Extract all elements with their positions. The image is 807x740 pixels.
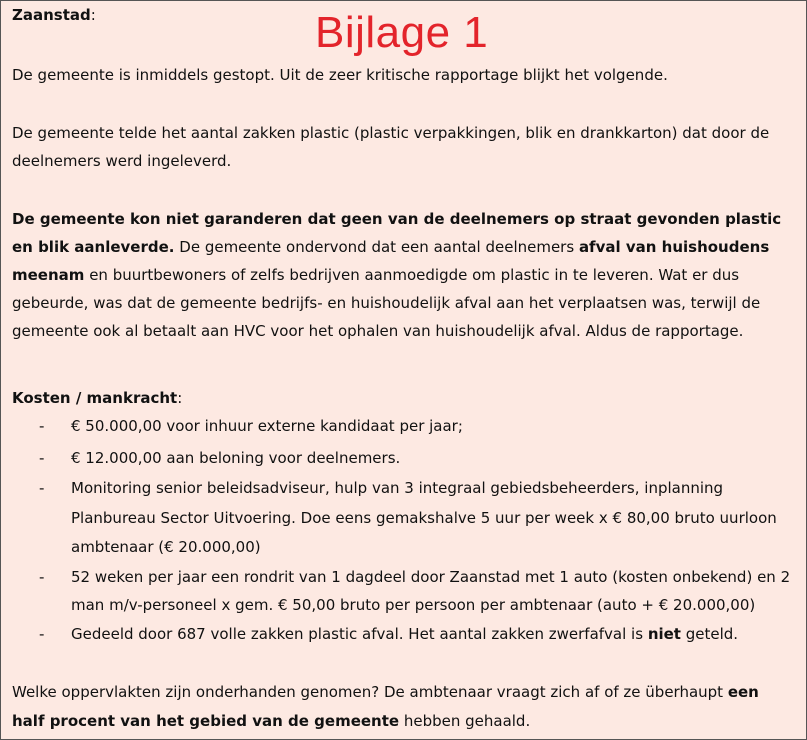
paragraph-3-line-2: en blik aanleverde. De gemeente ondervond dat een aantal deelnemers afval van huishoudens	[12, 238, 770, 256]
costs-heading: Kosten / mankracht:	[12, 389, 183, 407]
location-label: Zaanstad	[12, 6, 91, 24]
list-bullet: -	[39, 625, 45, 643]
paragraph-3-line-3: meenam en buurtbewoners of zelfs bedrijven aanmoedigde om plastic in te leveren. Wat er dus	[12, 266, 740, 284]
intro-text: De gemeente is inmiddels gestopt. Uit de zeer kritische rapportage blijkt het volgende.	[12, 66, 668, 84]
paragraph-2-line-1: De gemeente telde het aantal zakken plastic (plastic verpakkingen, blik en drankkarton) dat door de	[12, 124, 770, 142]
list-bullet: -	[39, 449, 45, 467]
cost-item-2: € 12.000,00 aan beloning voor deelnemers.	[71, 449, 401, 467]
page-title: Bijlage 1	[315, 8, 489, 57]
list-bullet: -	[39, 479, 45, 497]
cost-item-4-line-1: 52 weken per jaar een rondrit van 1 dagdeel door Zaanstad met 1 auto (kosten onbekend) en 2	[71, 568, 791, 586]
list-bullet: -	[39, 417, 45, 435]
cost-item-1: € 50.000,00 voor inhuur externe kandidaat per jaar;	[71, 417, 463, 435]
cost-item-3-line-1: Monitoring senior beleidsadviseur, hulp van 3 integraal gebiedsbeheerders, inplanning	[71, 479, 724, 497]
location-heading: Zaanstad:	[12, 6, 96, 24]
cost-item-4-line-2: man m/v-personeel x gem. € 50,00 bruto per persoon per ambtenaar (auto + € 20.000,00)	[71, 596, 756, 614]
paragraph-3-line-5: gemeente ook al betaalt aan HVC voor het ophalen van huishoudelijk afval. Aldus de rapportage.	[12, 322, 744, 340]
list-bullet: -	[39, 568, 45, 586]
cost-item-3-line-2: Planbureau Sector Uitvoering. Doe eens gemakshalve 5 uur per week x € 80,00 bruto uurloon	[71, 509, 777, 527]
paragraph-3-line-1: De gemeente kon niet garanderen dat geen van de deelnemers op straat gevonden plastic	[12, 210, 782, 228]
paragraph-3-line-4: gebeurde, was dat de gemeente bedrijfs- en huishoudelijk afval aan het verplaatsen was, terwijl de	[12, 294, 761, 312]
closing-line-2: half procent van het gebied van de gemeente hebben gehaald.	[12, 712, 531, 730]
paragraph-2-line-2: deelnemers werd ingeleverd.	[12, 152, 232, 170]
cost-item-3-line-3: ambtenaar (€ 20.000,00)	[71, 538, 261, 556]
cost-item-5: Gedeeld door 687 volle zakken plastic afval. Het aantal zakken zwerfafval is niet geteld.	[71, 625, 739, 643]
closing-line-1: Welke oppervlakten zijn onderhanden genomen? De ambtenaar vraagt zich af of ze überhaupt een	[12, 683, 759, 701]
